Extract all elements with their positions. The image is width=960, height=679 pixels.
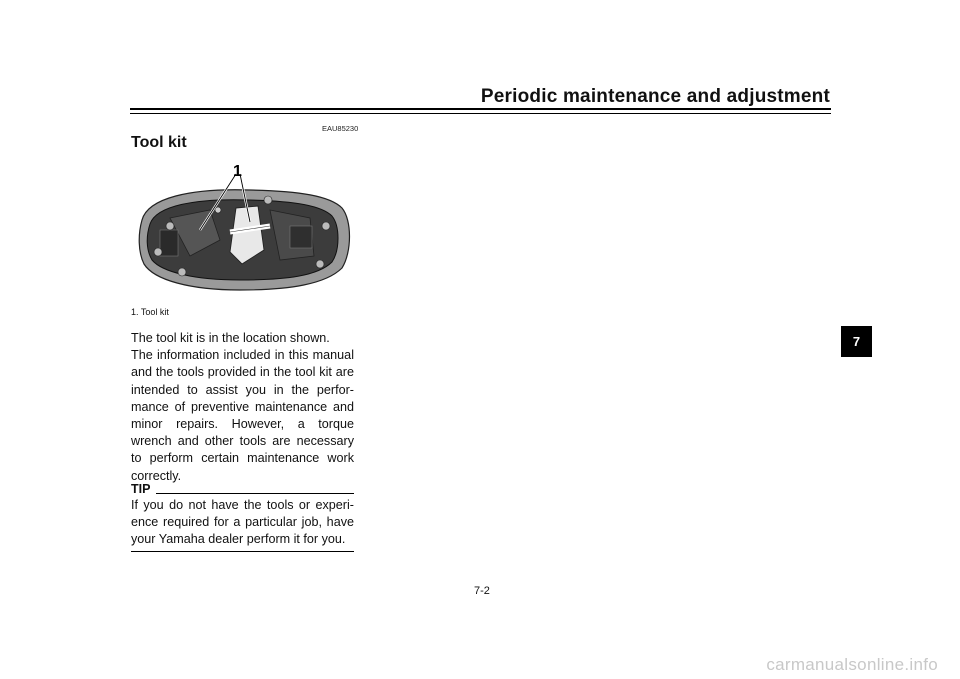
watermark: carmanualsonline.info <box>766 655 938 674</box>
body-paragraph-1: The tool kit is in the location shown. <box>131 331 330 345</box>
body-text <box>131 330 354 485</box>
page-number: 7-2 <box>474 585 490 597</box>
tip-label: TIP <box>131 482 151 496</box>
figure-caption: 1. Tool kit <box>131 307 169 317</box>
chapter-tab: 7 <box>841 326 872 357</box>
body-paragraph-2: The information included in this manual and the tools provided in the tool kit are intended to assist you in the perfor- mance of preventive maintenance and minor repairs. However, a torque wrench and other tools are necessary to perform certain maintenance work correctly. <box>131 348 354 483</box>
section-title: Tool kit <box>131 134 187 151</box>
tip-rule-top <box>156 493 354 494</box>
section-code: EAU85230 <box>322 124 359 133</box>
tip-rule-bottom <box>131 551 354 552</box>
page-header-title: Periodic maintenance and adjustment <box>480 86 830 107</box>
tip-text: If you do not have the tools or experi- ence required for a particular job, have your Yamaha dealer perform it for you. <box>131 498 354 547</box>
header-rule-thick <box>130 108 831 110</box>
figure-callout: 1 <box>233 163 242 180</box>
header-rule-thin <box>130 113 831 114</box>
tool-kit-illustration <box>130 160 354 300</box>
